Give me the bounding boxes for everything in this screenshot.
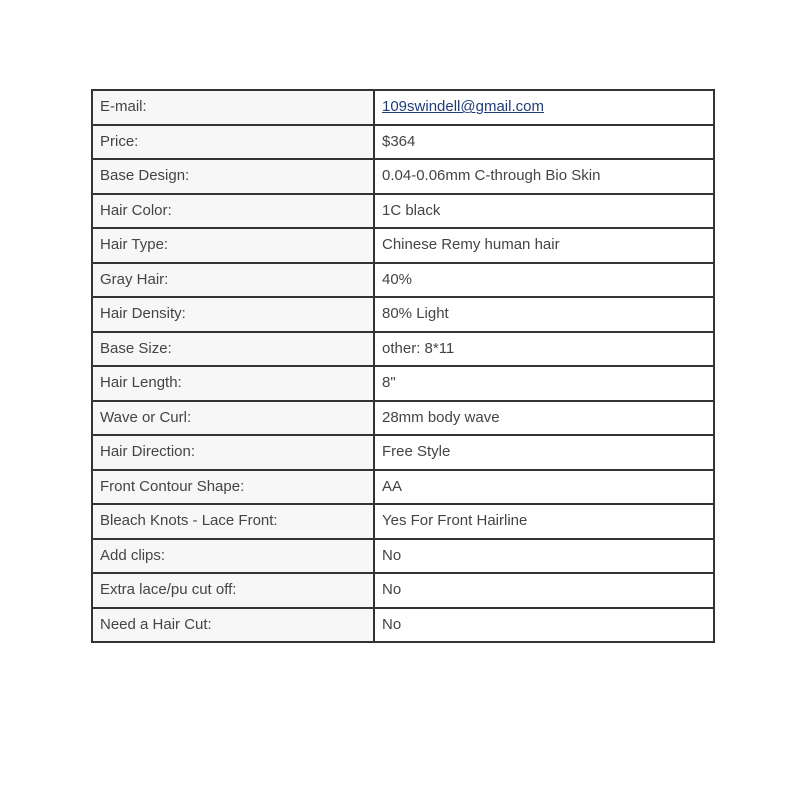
- table-row: [92, 608, 714, 643]
- row-label: Add clips:: [92, 539, 374, 574]
- row-label: Front Contour Shape:: [92, 470, 374, 505]
- table-row: [92, 401, 714, 436]
- row-value: Chinese Remy human hair: [374, 228, 714, 263]
- table-row: [92, 332, 714, 367]
- row-label: Base Size:: [92, 332, 374, 367]
- table-row: [92, 470, 714, 505]
- row-label: Wave or Curl:: [92, 401, 374, 436]
- row-label: Gray Hair:: [92, 263, 374, 298]
- table-row: [92, 194, 714, 229]
- row-label: Extra lace/pu cut off:: [92, 573, 374, 608]
- row-value: 28mm body wave: [374, 401, 714, 436]
- table-row: [92, 435, 714, 470]
- row-label: Hair Density:: [92, 297, 374, 332]
- table-row: [92, 539, 714, 574]
- table-row: [92, 263, 714, 298]
- row-value: No: [374, 539, 714, 574]
- row-value: 80% Light: [374, 297, 714, 332]
- row-value: 40%: [374, 263, 714, 298]
- table-row: [92, 159, 714, 194]
- row-value: 1C black: [374, 194, 714, 229]
- row-label: Need a Hair Cut:: [92, 608, 374, 643]
- table-row: [92, 573, 714, 608]
- row-label: Hair Direction:: [92, 435, 374, 470]
- row-value: 8": [374, 366, 714, 401]
- row-value: other: 8*11: [374, 332, 714, 367]
- order-details-table: [91, 89, 715, 643]
- row-value: 0.04-0.06mm C-through Bio Skin: [374, 159, 714, 194]
- row-value: AA: [374, 470, 714, 505]
- row-value: No: [374, 573, 714, 608]
- row-value: [374, 90, 714, 125]
- table-row: [92, 297, 714, 332]
- row-label: Bleach Knots - Lace Front:: [92, 504, 374, 539]
- table-row: [92, 504, 714, 539]
- table-row: [92, 90, 714, 125]
- row-value: Free Style: [374, 435, 714, 470]
- table-row: [92, 366, 714, 401]
- row-label: Price:: [92, 125, 374, 160]
- row-label: E-mail:: [92, 90, 374, 125]
- table-row: [92, 228, 714, 263]
- row-label: Hair Length:: [92, 366, 374, 401]
- row-label: Hair Color:: [92, 194, 374, 229]
- table-row: [92, 125, 714, 160]
- row-value: No: [374, 608, 714, 643]
- row-value: $364: [374, 125, 714, 160]
- row-value: Yes For Front Hairline: [374, 504, 714, 539]
- row-label: Base Design:: [92, 159, 374, 194]
- row-label: Hair Type:: [92, 228, 374, 263]
- email-link[interactable]: 109swindell@gmail.com: [382, 98, 544, 116]
- order-details-body: [92, 90, 714, 642]
